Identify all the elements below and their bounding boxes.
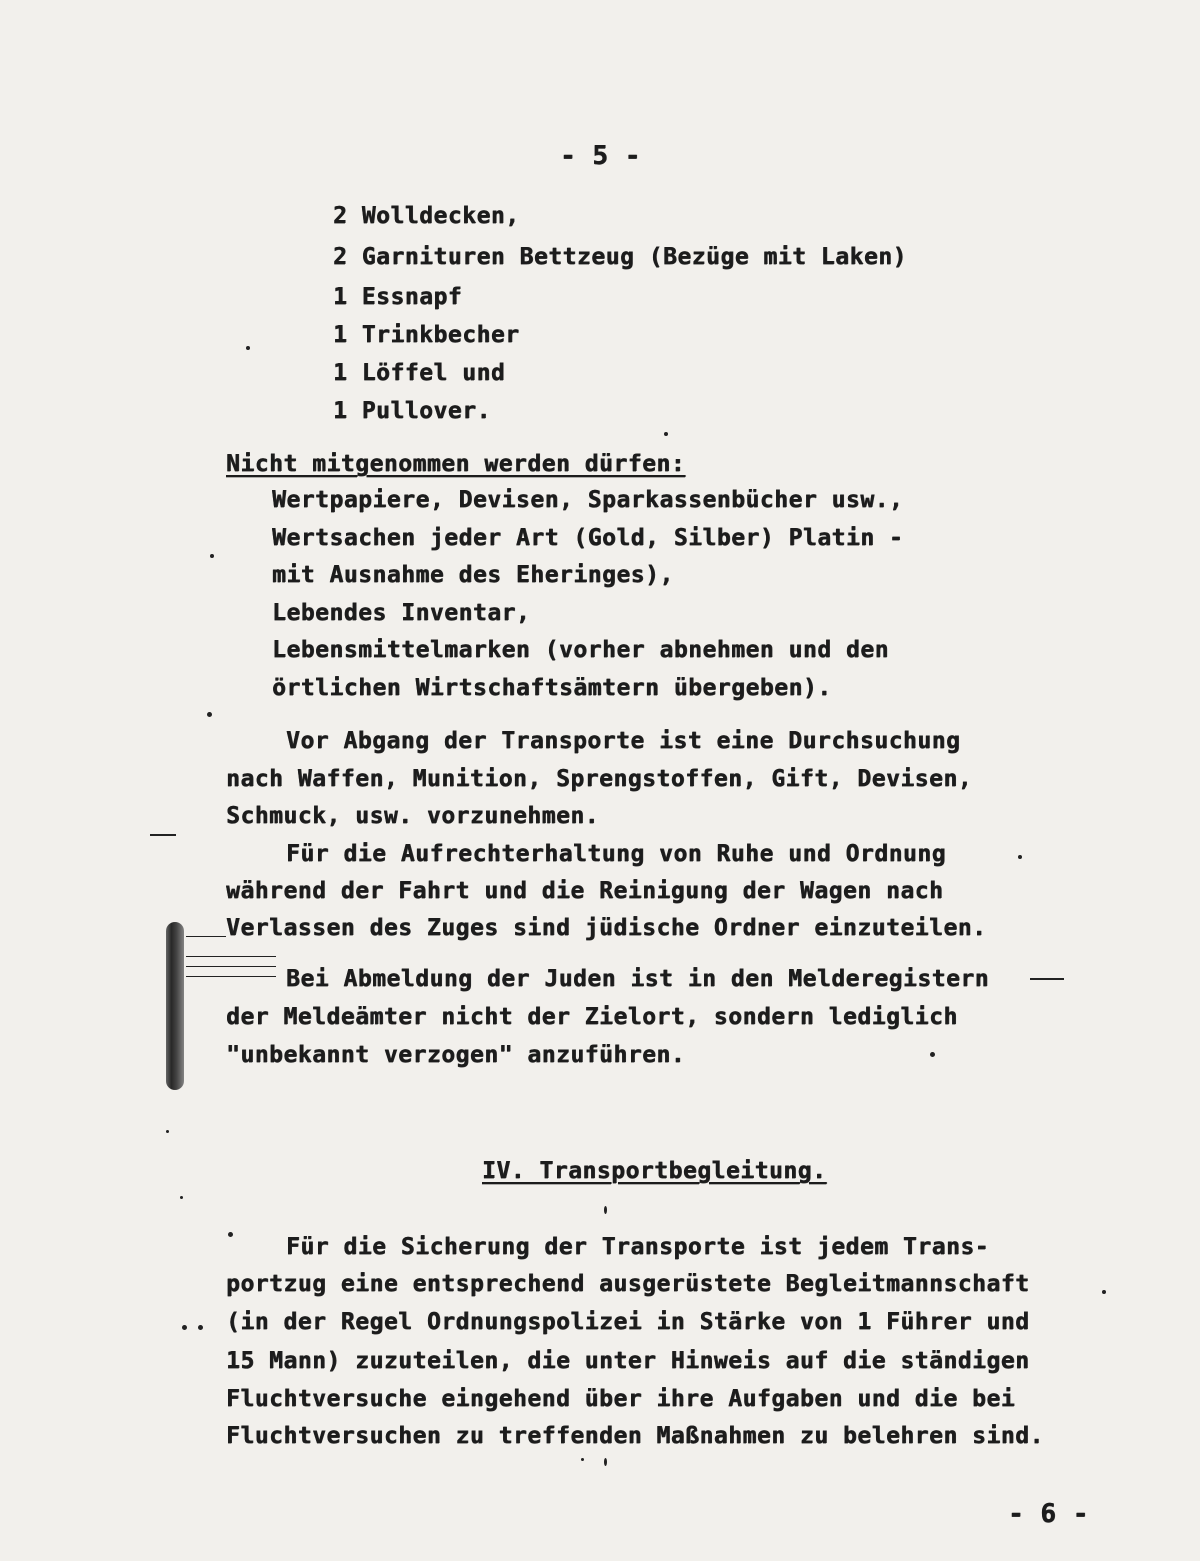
list-item: 1 Essnapf <box>333 284 463 310</box>
scan-speck <box>228 1232 233 1237</box>
margin-dash <box>186 956 276 957</box>
scan-speck <box>1102 1290 1106 1294</box>
scan-speck <box>604 1458 607 1466</box>
paragraph-line: Für die Aufrechterhaltung von Ruhe und Ordnung <box>286 841 946 867</box>
list-item: 1 Löffel und <box>333 360 506 386</box>
list-item: Wertpapiere, Devisen, Sparkassenbücher usw., <box>272 487 904 513</box>
paragraph-line: 15 Mann) zuzuteilen, die unter Hinweis auf die ständigen <box>226 1348 1030 1374</box>
scan-speck <box>581 1458 584 1461</box>
margin-dash <box>1030 978 1064 980</box>
scan-speck <box>207 712 212 717</box>
paragraph-line: Vor Abgang der Transporte ist eine Durchsuchung <box>286 728 961 754</box>
scan-speck <box>930 1052 935 1057</box>
paragraph-line: Verlassen des Zuges sind jüdische Ordner einzuteilen. <box>226 915 987 941</box>
scan-speck <box>664 432 668 436</box>
paragraph-line: Fluchtversuchen zu treffenden Maßnahmen zu belehren sind. <box>226 1423 1044 1449</box>
paragraph-line: Für die Sicherung der Transporte ist jedem Trans- <box>286 1234 990 1260</box>
margin-dash <box>186 936 226 937</box>
scan-speck <box>180 1196 183 1199</box>
scan-speck <box>182 1325 187 1330</box>
margin-dash <box>186 976 276 977</box>
scan-speck <box>1018 855 1022 859</box>
scan-speck <box>604 1206 607 1214</box>
scan-speck <box>198 1325 203 1330</box>
section-iv-heading: IV. Transportbegleitung. <box>482 1158 827 1184</box>
list-item: 2 Garnituren Bettzeug (Bezüge mit Laken) <box>333 244 907 270</box>
list-item: Wertsachen jeder Art (Gold, Silber) Platin - <box>272 525 904 551</box>
list-item: mit Ausnahme des Eheringes), <box>272 562 674 588</box>
list-item: 1 Trinkbecher <box>333 322 520 348</box>
list-item: 2 Wolldecken, <box>333 203 520 229</box>
list-item: Lebensmittelmarken (vorher abnehmen und den <box>272 637 889 663</box>
not-allowed-heading: Nicht mitgenommen werden dürfen: <box>226 451 686 477</box>
scan-speck <box>210 554 214 558</box>
paragraph-line: "unbekannt verzogen" anzuführen. <box>226 1042 686 1068</box>
paragraph-line: der Meldeämter nicht der Zielort, sondern lediglich <box>226 1004 958 1030</box>
paragraph-line: Bei Abmeldung der Juden ist in den Melderegistern <box>286 966 990 992</box>
list-item: Lebendes Inventar, <box>272 600 531 626</box>
scan-speck <box>246 346 250 350</box>
paragraph-line: Schmuck, usw. vorzunehmen. <box>226 803 600 829</box>
page-number-footer: - 6 - <box>1008 1499 1089 1529</box>
margin-binding-mark <box>166 922 184 1090</box>
paragraph-line: Fluchtversuche eingehend über ihre Aufgaben und die bei <box>226 1386 1016 1412</box>
scan-speck <box>166 1130 169 1133</box>
page-number-header: - 5 - <box>560 141 641 171</box>
paragraph-line: portzug eine entsprechend ausgerüstete Begleitmannschaft <box>226 1271 1030 1297</box>
margin-dash <box>186 966 276 967</box>
paragraph-line: (in der Regel Ordnungspolizei in Stärke von 1 Führer und <box>226 1309 1030 1335</box>
paragraph-line: nach Waffen, Munition, Sprengstoffen, Gift, Devisen, <box>226 766 973 792</box>
paragraph-line: während der Fahrt und die Reinigung der Wagen nach <box>226 878 944 904</box>
list-item: örtlichen Wirtschaftsämtern übergeben). <box>272 675 832 701</box>
margin-dash <box>150 834 176 836</box>
list-item: 1 Pullover. <box>333 398 491 424</box>
